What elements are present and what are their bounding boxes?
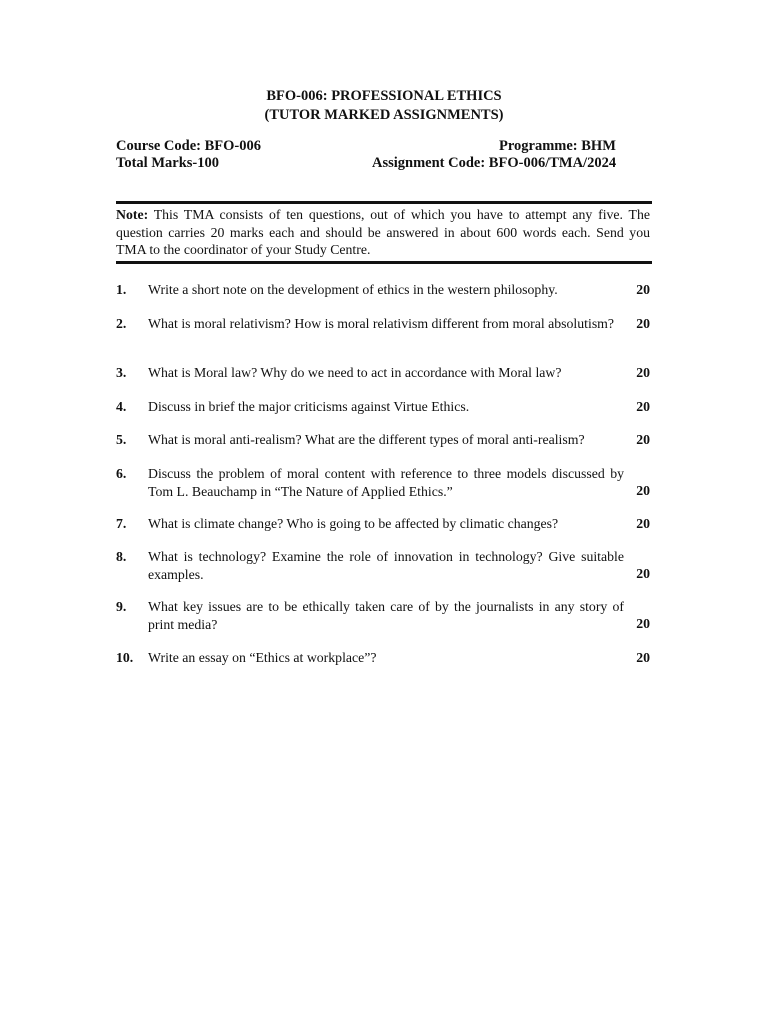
question-number: 8. — [116, 549, 127, 564]
assignment-code: Assignment Code: BFO-006/TMA/2024 — [372, 155, 617, 171]
note-text: This TMA consists of ten questions, out of which you have to attempt any five. The question carries 20 marks each and should be answered in about 600 words each. Send you TMA to the coordinator of your Study Centre. — [116, 207, 650, 257]
question-marks: 20 — [636, 432, 650, 447]
divider-bottom — [116, 261, 652, 264]
question-marks: 20 — [636, 282, 650, 297]
question-marks: 20 — [636, 616, 650, 631]
question-text: Discuss the problem of moral content with reference to three models discussed by Tom L. Beauchamp in “The Nature of Applied Ethics.” — [148, 466, 624, 499]
title-line-1: BFO-006: PROFESSIONAL ETHICS — [266, 88, 502, 104]
question-number: 10. — [116, 650, 134, 665]
title-line-2: (TUTOR MARKED ASSIGNMENTS) — [264, 107, 504, 123]
question-marks: 20 — [636, 516, 650, 531]
question-text: What is climate change? Who is going to be affected by climatic changes? — [148, 516, 559, 531]
question-number: 3. — [116, 365, 127, 380]
divider-top — [116, 201, 652, 204]
question-number: 2. — [116, 316, 127, 331]
programme: Programme: BHM — [499, 138, 616, 154]
question-marks: 20 — [636, 483, 650, 498]
question-number: 4. — [116, 399, 127, 414]
question-marks: 20 — [636, 365, 650, 380]
question-marks: 20 — [636, 316, 650, 331]
question-text: What is technology? Examine the role of innovation in technology? Give suitable examples. — [148, 549, 624, 582]
question-text: What is moral relativism? How is moral relativism different from moral absolutism? — [148, 316, 615, 331]
document-title — [116, 87, 652, 125]
document-page — [116, 0, 652, 1024]
question-number: 7. — [116, 516, 127, 531]
question-text: Write a short note on the development of ethics in the western philosophy. — [148, 282, 558, 297]
note-label: Note: — [116, 207, 149, 222]
question-marks: 20 — [636, 566, 650, 581]
question-text: What is Moral law? Why do we need to act in accordance with Moral law? — [148, 365, 562, 380]
course-code: Course Code: BFO-006 — [116, 138, 261, 154]
question-marks: 20 — [636, 399, 650, 414]
question-text: Write an essay on “Ethics at workplace”? — [148, 650, 377, 665]
question-number: 6. — [116, 466, 127, 481]
question-number: 9. — [116, 599, 127, 614]
question-marks: 20 — [636, 650, 650, 665]
total-marks: Total Marks-100 — [116, 155, 219, 171]
question-text: What is moral anti-realism? What are the different types of moral anti-realism? — [148, 432, 585, 447]
question-text: Discuss in brief the major criticisms against Virtue Ethics. — [148, 399, 470, 414]
question-text: What key issues are to be ethically taken care of by the journalists in any story of print media? — [148, 599, 624, 632]
question-number: 5. — [116, 432, 127, 447]
question-number: 1. — [116, 282, 127, 297]
note-paragraph — [116, 206, 650, 259]
